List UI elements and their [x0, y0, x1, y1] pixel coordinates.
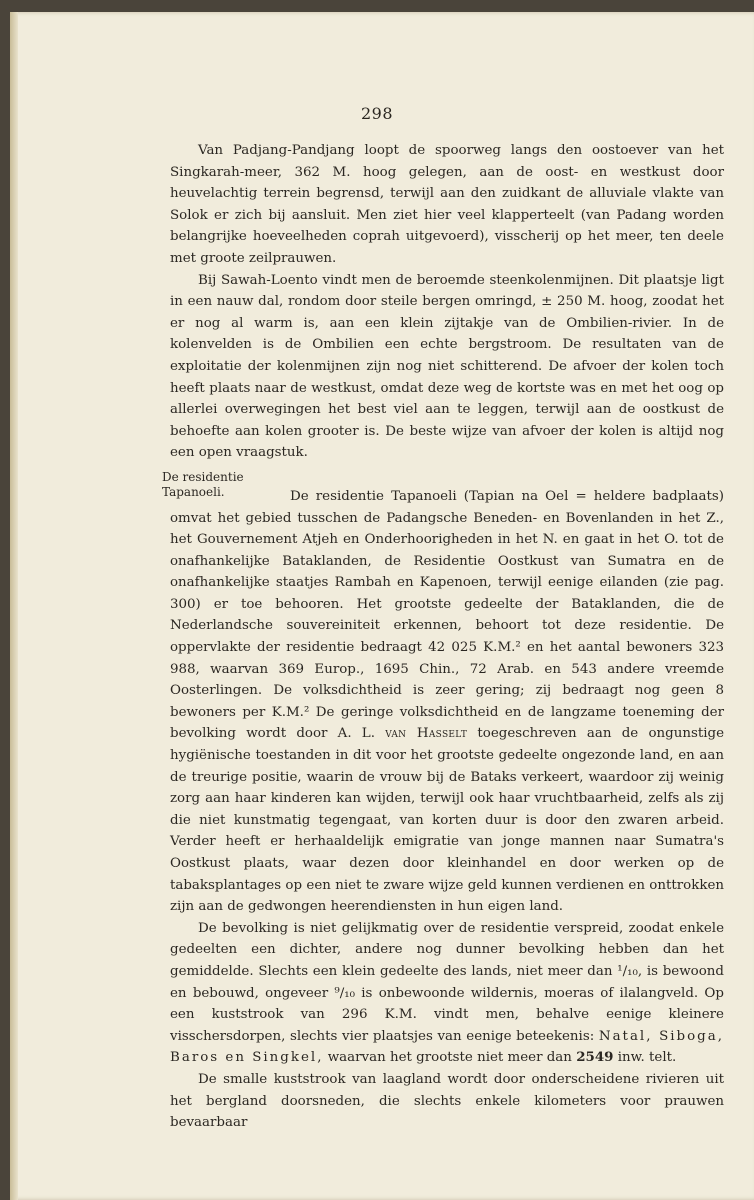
margin-note-line1: De residentie [162, 470, 244, 484]
bevolking-text-2: waarvan het grootste niet meer dan [323, 1050, 577, 1066]
page-edge-shadow [10, 12, 18, 1200]
paragraph-padjang: Van Padjang-Pandjang loopt de spoorweg langs den oostoever van het Singkarah-meer, 362 M. hoog gelegen, aan de oost- en westkust door heuvelachtig terrein begrensd, terwijl aan den zuidkant de alluviale vlakte van Solok er zich bij aansluit. Men ziet hier veel klapperteelt (van Padang worden belangrijke hoeveelheden coprah uitgevoerd), visscherij op het meer, ten deele met groote zeilprauwen. [170, 143, 724, 266]
inhabitant-count: 2549 [576, 1049, 614, 1066]
tapanoeli-text-1: De residentie Tapanoeli (Tapian na Oel = heldere badplaats) omvat het gebied tusschen de Padangsche Beneden- en Bovenlanden in het Z., het Gouvernement Atjeh en Onderhoorigheden in het N. en gaat in het O. tot de onafhankelijke Bataklanden, de Residentie Oostkust van Sumatra en de onafhankelijke staatjes Rambah en Kapenoen, terwijl eenige eilanden (zie pag. 300) er toe behooren. Het grootste gedeelte der Bataklanden, die de Nederlandsche souvereiniteit erkennen, behoort tot deze residentie. De oppervlakte der residentie bedraagt 42 025 K.M.² en het aantal bewoners 323 988, waarvan 369 Europ., 1695 Chin., 72 Arab. en 543 andere vreemde Oosterlingen. De volksdichtheid is zeer gering; zij bedraagt nog geen 8 bewoners per K.M.² De geringe volksdichtheid en de langzame toeneming der bevolking wordt door A. L. [170, 488, 724, 742]
bevolking-text-3: inw. telt. [613, 1050, 677, 1066]
page-number: 298 [360, 104, 394, 123]
author-name: van Hasselt [385, 726, 468, 742]
bevolking-text-1: De bevolking is niet gelijkmatig over de residentie verspreid, zoodat enkele gedeelten een dichter, andere nog dunner bevolking hebben dan het gemiddelde. Slechts een klein gedeelte des lands, niet meer dan ¹/₁₀, is bewoond en bebouwd, ongeveer ⁹/₁₀ is onbewoonde wildernis, moeras of ilalangveld. Op een kuststrook van 296 K.M. vindt men, behalve eenige kleinere visschersdorpen, slechts vier plaatsjes van eenige beteekenis: [170, 920, 724, 1044]
paragraph-bevolking [170, 918, 724, 1069]
body-text [170, 140, 724, 1134]
paragraph-tapanoeli [170, 486, 724, 918]
paragraph-sawah-loento: Bij Sawah-Loento vindt men de beroemde steenkolenmijnen. Dit plaatsje ligt in een nauw dal, rondom door steile bergen omringd, ± 250 M. hoog, zoodat het er nog al warm is, aan een klein zijtakje van de Ombilien-rivier. In de kolenvelden is de Ombilien een echte bergstroom. De resultaten van de exploitatie der kolenmijnen zijn nog niet schitterend. De afvoer der kolen toch heeft plaats naar de westkust, omdat deze weg de kortste was en met het oog op allerlei overwegingen het best viel aan te leggen, terwijl aan de oostkust de behoefte aan kolen grooter is. De beste wijze van afvoer der kolen is altijd nog een open vraagstuk. [170, 272, 724, 461]
tapanoeli-text-2: toegeschreven aan de ongunstige hygiënische toestanden in dit voor het grootste gedeelte ongezonde land, en aan de treurige positie, waarin de vrouw bij de Bataks verkeert, waardoor zij weinig zorg aan haar kinderen kan wijden, terwijl ook haar vruchtbaarheid, zelfs als zij die niet kunstmatig tegengaat, van korten duur is door den zwaren arbeid. Verder heeft er herhaaldelijk emigratie van jonge mannen naar Sumatra's Oostkust plaats, waar dezen door kleinhandel en door werken op de tabaksplantages op een niet te zware wijze geld kunnen verdienen en onttrokken zijn aan de gedwongen heerendiensten in hun eigen land. [170, 726, 724, 915]
place-names: Natal, Siboga, Baros en Singkel, [170, 1028, 724, 1066]
paragraph-kuststrook: De smalle kuststrook van laagland wordt door onderscheidene rivieren uit het bergland doorsneden, die slechts enkele kilometers voor prauwen bevaarbaar [170, 1071, 724, 1131]
margin-note-line2: Tapanoeli. [162, 485, 225, 499]
